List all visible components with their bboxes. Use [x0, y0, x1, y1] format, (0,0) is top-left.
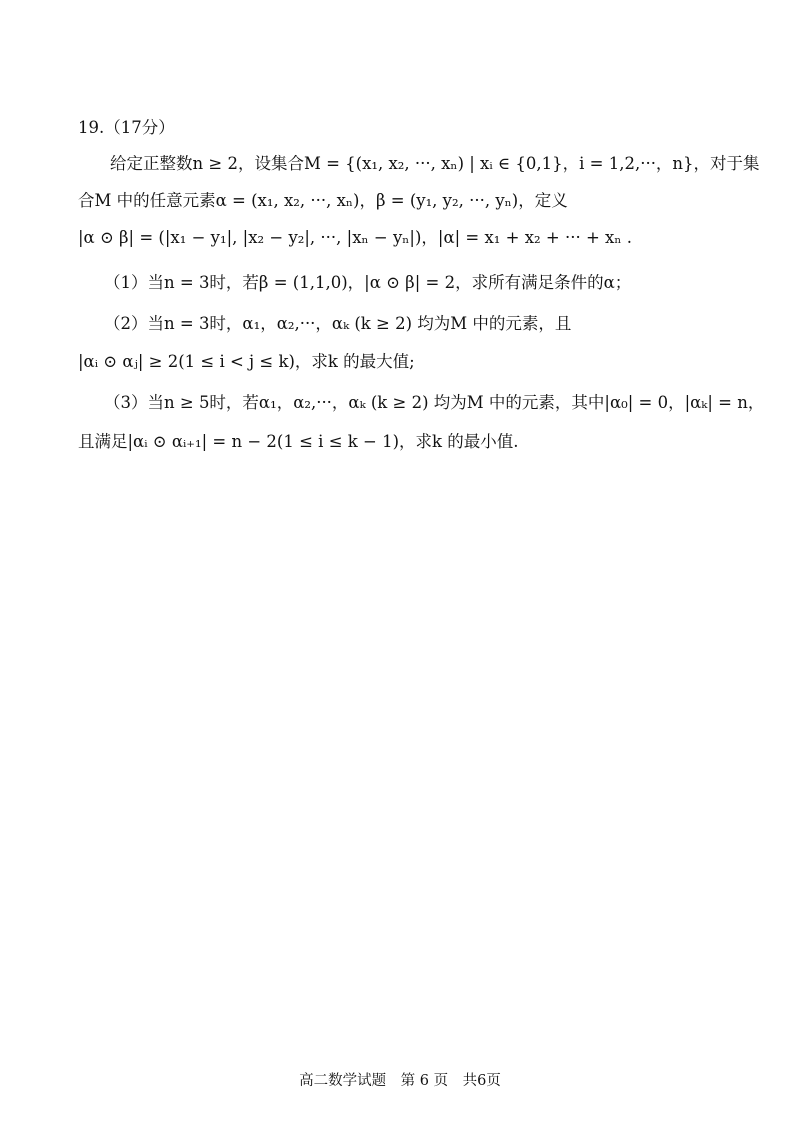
question-3-line-2: 且满足|αᵢ ⊙ αᵢ₊₁| = n − 2(1 ≤ i ≤ k − 1)，求k 的最小值.: [78, 432, 519, 451]
definition-line: |α ⊙ β| = (|x₁ − y₁|, |x₂ − y₂|, ···, |xₙ − yₙ|)，|α| = x₁ + x₂ + ··· + xₙ .: [78, 228, 632, 247]
problem-number: 19.（17分）: [78, 118, 175, 137]
page-footer: 高二数学试题 第 6 页 共6页: [299, 1073, 501, 1089]
problem-statement-line-1: 给定正整数n ≥ 2，设集合M = {(x₁, x₂, ···, xₙ) | xᵢ ∈ {0,1}，i = 1,2,···，n}，对于集: [110, 154, 760, 173]
question-3-line-1: （3）当n ≥ 5时，若α₁，α₂,···，αₖ (k ≥ 2) 均为M 中的元素，其中|α₀| = 0，|αₖ| = n，: [104, 393, 765, 412]
question-2-line-1: （2）当n = 3时，α₁，α₂,···，αₖ (k ≥ 2) 均为M 中的元素，且: [104, 314, 572, 333]
question-1: （1）当n = 3时，若β = (1,1,0)，|α ⊙ β| = 2，求所有满足条件的α；: [104, 273, 632, 292]
question-2-line-2: |αᵢ ⊙ αⱼ| ≥ 2(1 ≤ i < j ≤ k)，求k 的最大值;: [78, 352, 415, 371]
problem-statement-line-2: 合M 中的任意元素α = (x₁, x₂, ···, xₙ)，β = (y₁, y₂, ···, yₙ)，定义: [78, 191, 568, 210]
